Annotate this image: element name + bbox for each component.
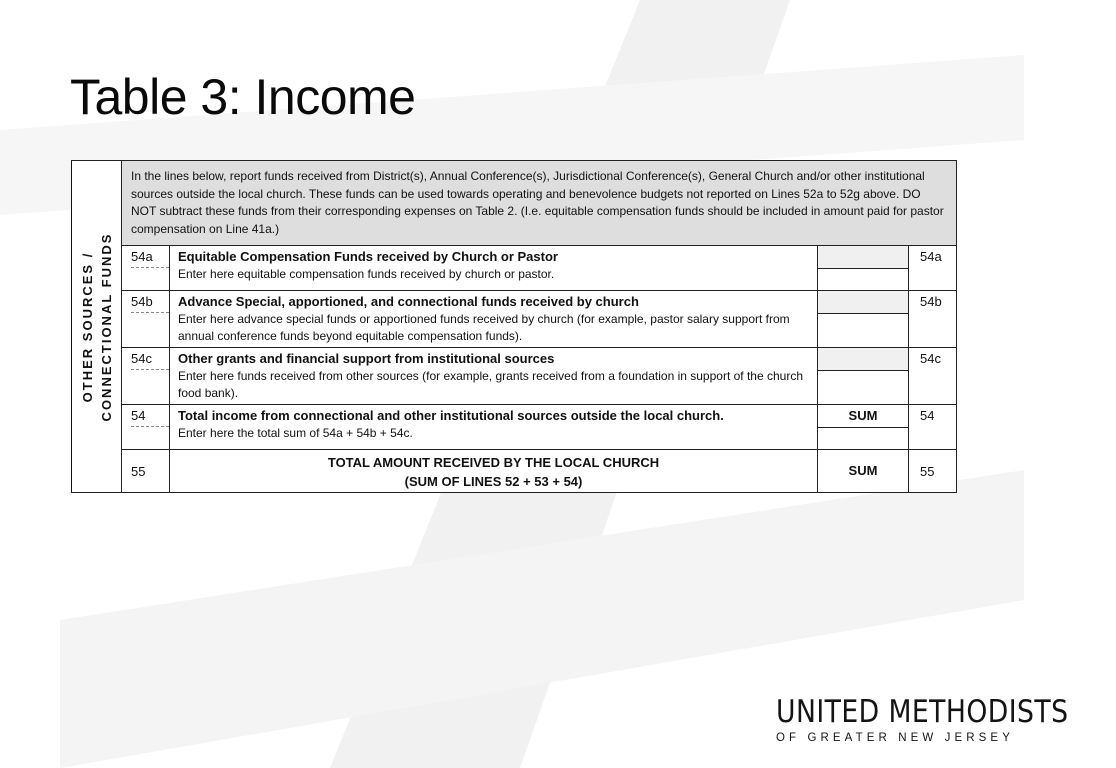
- table-row: [72, 246, 957, 291]
- line-description: [170, 348, 818, 405]
- side-label-line1: OTHER SOURCES /: [79, 251, 95, 402]
- slide-title: Table 3: Income: [70, 69, 416, 125]
- line-description: [170, 246, 818, 291]
- income-form-table: [71, 160, 957, 493]
- line-instruction: Enter here the total sum of 54a + 54b + 54c.: [178, 426, 413, 440]
- section-side-label: [72, 161, 122, 493]
- line-instruction: Enter here advance special funds or apportioned funds received by church (for example, pastor salary support from annual conference funds beyond equitable compensation funds).: [178, 312, 790, 343]
- line-number: 54: [122, 405, 170, 450]
- line-number: 54c: [122, 348, 170, 405]
- line-ref: 54b: [909, 291, 957, 348]
- line-instruction: Enter here funds received from other sources (for example, grants received from a foundation in support of the church food bank).: [178, 369, 803, 400]
- logo-tagline: OF GREATER NEW JERSEY: [776, 732, 1014, 744]
- total-row: [72, 450, 957, 493]
- side-label-line2: CONNECTIONAL FUNDS: [98, 232, 114, 421]
- amount-input-54b[interactable]: [818, 291, 909, 348]
- line-number: 54a: [122, 246, 170, 291]
- amount-sum-54[interactable]: SUM: [818, 405, 909, 450]
- amount-input-54a[interactable]: [818, 246, 909, 291]
- table-row: [72, 405, 957, 450]
- amount-input-54c[interactable]: [818, 348, 909, 405]
- organization-logo: [776, 696, 1116, 744]
- line-ref: 54: [909, 405, 957, 450]
- line-heading: Equitable Compensation Funds received by Church or Pastor: [178, 249, 558, 264]
- line-heading: Other grants and financial support from institutional sources: [178, 351, 555, 366]
- line-ref: 54c: [909, 348, 957, 405]
- table-row: [72, 291, 957, 348]
- table-row: [72, 348, 957, 405]
- total-description: [170, 450, 818, 493]
- line-instruction: Enter here equitable compensation funds received by church or pastor.: [178, 267, 555, 281]
- line-number: 55: [122, 450, 170, 493]
- line-ref: 55: [909, 450, 957, 493]
- total-subheading: (SUM OF LINES 52 + 53 + 54): [404, 474, 583, 489]
- total-heading: TOTAL AMOUNT RECEIVED BY THE LOCAL CHURCH: [327, 455, 660, 470]
- line-number: 54b: [122, 291, 170, 348]
- intro-text: In the lines below, report funds received from District(s), Annual Conference(s), Jurisdictional Conference(s), General Church and/or other institutional sources outside the local church. These funds can be used towards operating and benevolence budgets not reported on Lines 52a to 52g above. DO NOT subtract these funds from their corresponding expenses on Table 2. (I.e. equitable compensation funds should be included in amount paid for pastor compensation on Line 41a.): [122, 161, 957, 246]
- amount-sum-55[interactable]: SUM: [818, 450, 909, 493]
- intro-row: [72, 161, 957, 246]
- line-heading: Advance Special, apportioned, and connectional funds received by church: [178, 294, 639, 309]
- line-ref: 54a: [909, 246, 957, 291]
- line-description: [170, 291, 818, 348]
- logo-name: UNITED METHODISTS: [776, 694, 1069, 730]
- line-heading: Total income from connectional and other institutional sources outside the local church.: [178, 408, 724, 423]
- line-description: [170, 405, 818, 450]
